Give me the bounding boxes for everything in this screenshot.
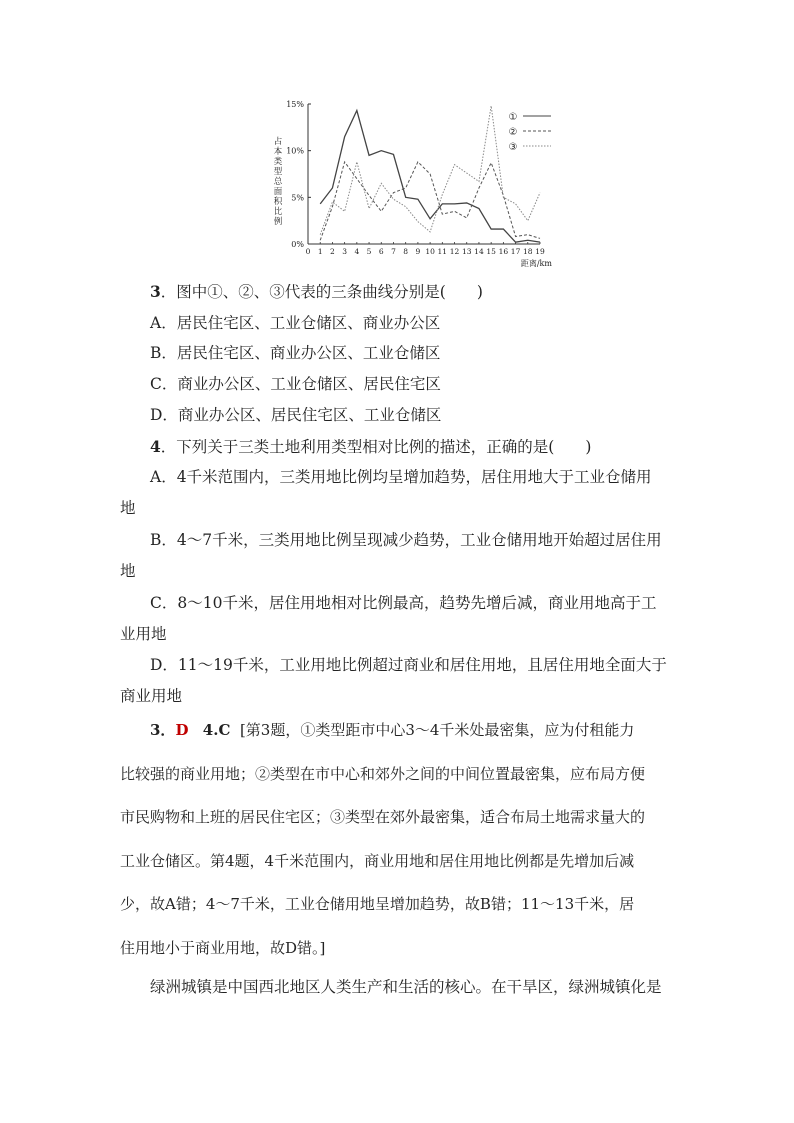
y-axis-label-char: 类 xyxy=(273,157,283,167)
q4-option-a-line1: A．4千米范围内，三类用地比例均呈增加趋势，居住用地大于工业仓储用 xyxy=(150,468,652,486)
x-axis-label: 距离/km xyxy=(520,259,552,268)
y-axis-label-char: 例 xyxy=(273,217,283,227)
y-axis-label-char: 型 xyxy=(273,167,283,177)
x-tick-label: 6 xyxy=(378,247,384,256)
question-3-text: ．图中①、②、③代表的三条曲线分别是( ) xyxy=(160,283,483,301)
y-axis-label-char: 积 xyxy=(273,197,283,207)
explanation-text-1: [第3题，①类型距市中心3～4千米处最密集，应为付租能力 xyxy=(239,721,635,739)
answer-line-5: 少，故A错；4～7千米，工业仓储用地呈增加趋势，故B错；11～13千米，居 xyxy=(120,895,635,913)
y-tick-label: 0% xyxy=(291,240,304,249)
answer-3-key: D xyxy=(175,721,189,739)
x-tick-label: 12 xyxy=(449,247,460,256)
q3-option-a: A．居民住宅区、工业仓储区、商业办公区 xyxy=(150,314,441,332)
x-tick-label: 16 xyxy=(498,247,509,256)
answer-4-key: C xyxy=(218,721,231,739)
answer-line-6: 住用地小于商业用地，故D错。] xyxy=(120,939,326,957)
q3-option-d: D．商业办公区、居民住宅区、工业仓储区 xyxy=(150,406,442,424)
series-line-2 xyxy=(320,162,540,240)
land-use-line-chart xyxy=(268,94,568,274)
question-4-text: ．下列关于三类土地利用类型相对比例的描述，正确的是( ) xyxy=(160,438,592,456)
legend-label-2: ② xyxy=(508,127,518,138)
answer-line-1 xyxy=(150,720,634,740)
x-tick-label: 4 xyxy=(354,247,360,256)
x-tick-label: 9 xyxy=(415,247,421,256)
answer-line-2: 比较强的商业用地；②类型在市中心和郊外之间的中间位置最密集，应布局方便 xyxy=(120,765,646,783)
x-tick-label: 3 xyxy=(342,247,348,256)
q4-option-b-line2: 地 xyxy=(120,562,136,580)
question-4-number: 4 xyxy=(150,437,161,456)
answer-3-number: 3． xyxy=(150,721,176,739)
y-axis-label-char: 占 xyxy=(273,137,283,147)
y-tick-label: 10% xyxy=(286,146,304,156)
x-tick-label: 7 xyxy=(391,247,396,256)
q4-option-c-line2: 业用地 xyxy=(120,625,167,643)
q4-option-d-line1: D．11～19千米，工业用地比例超过商业和居住用地，且居住用地全面大于 xyxy=(150,656,667,674)
question-4-stem xyxy=(150,437,591,457)
x-tick-label: 5 xyxy=(366,247,372,256)
x-tick-label: 17 xyxy=(510,247,521,256)
x-tick-label: 8 xyxy=(403,247,409,256)
series-line-1 xyxy=(320,111,540,243)
x-tick-label: 10 xyxy=(425,247,435,256)
y-axis-label-char: 面 xyxy=(273,187,283,197)
y-axis-label-char: 总 xyxy=(273,177,283,187)
question-3-stem xyxy=(150,282,483,302)
y-axis-label-char: 本 xyxy=(273,147,283,157)
answer-line-3: 市民购物和上班的居民住宅区；③类型在郊外最密集，适合布局土地需求量大的 xyxy=(120,808,646,826)
legend-label-1: ① xyxy=(508,112,518,123)
y-tick-label: 5% xyxy=(291,193,304,203)
series-line-3 xyxy=(320,106,540,235)
q3-option-b: B．居民住宅区、商业办公区、工业仓储区 xyxy=(150,344,441,362)
y-axis-label-char: 比 xyxy=(273,207,283,217)
q4-option-a-line2: 地 xyxy=(120,499,136,517)
y-tick-label: 15% xyxy=(286,100,304,109)
intro-paragraph: 绿洲城镇是中国西北地区人类生产和生活的核心。在干旱区，绿洲城镇化是 xyxy=(150,978,662,996)
answer-line-4: 工业仓储区。第4题，4千米范围内，商业用地和居住用地比例都是先增加后减 xyxy=(120,852,635,870)
legend-label-3: ③ xyxy=(508,142,518,153)
x-tick-label: 19 xyxy=(535,247,545,256)
answer-4-number: 4. xyxy=(202,721,219,739)
x-tick-label: 18 xyxy=(523,247,533,256)
x-tick-label: 15 xyxy=(486,247,496,256)
q3-option-c: C．商业办公区、工业仓储区、居民住宅区 xyxy=(150,375,441,393)
x-tick-label: 2 xyxy=(330,247,335,256)
q4-option-b-line1: B．4～7千米，三类用地比例呈现减少趋势，工业仓储用地开始超过居住用 xyxy=(150,531,662,549)
x-tick-label: 14 xyxy=(474,247,484,256)
question-3-number: 3 xyxy=(150,282,161,301)
x-tick-label: 1 xyxy=(317,247,323,256)
x-tick-label: 0 xyxy=(305,247,311,256)
q4-option-c-line1: C．8～10千米，居住用地相对比例最高，趋势先增后减，商业用地高于工 xyxy=(150,594,657,612)
x-tick-label: 11 xyxy=(437,247,448,256)
x-tick-label: 13 xyxy=(461,247,472,256)
q4-option-d-line2: 商业用地 xyxy=(120,687,183,705)
